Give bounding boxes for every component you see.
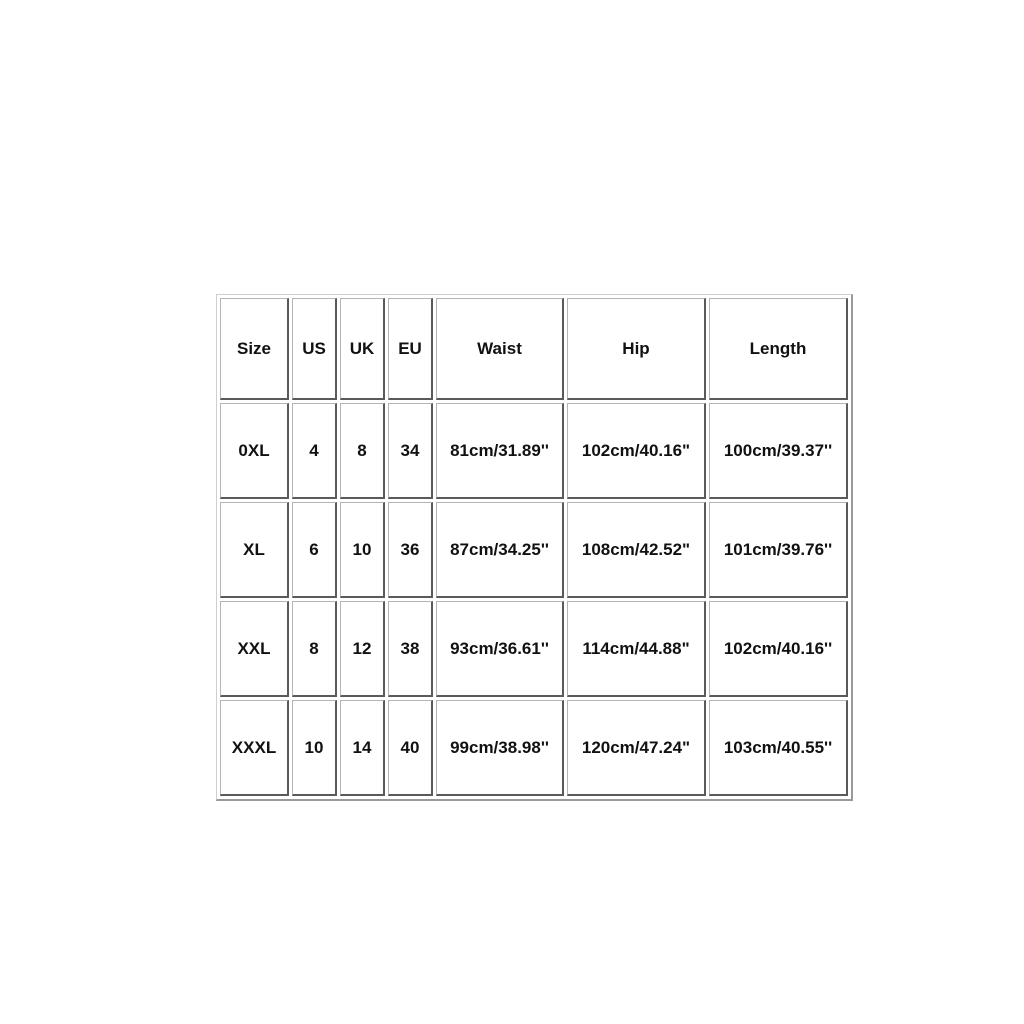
cell-us: 10 — [292, 700, 337, 796]
cell-hip: 108cm/42.52" — [567, 502, 706, 598]
cell-size: XL — [220, 502, 289, 598]
cell-length: 103cm/40.55'' — [709, 700, 848, 796]
size-chart — [216, 294, 853, 801]
cell-size: XXXL — [220, 700, 289, 796]
table-row — [220, 601, 848, 697]
cell-size: 0XL — [220, 403, 289, 499]
cell-eu: 36 — [388, 502, 433, 598]
table-row — [220, 403, 848, 499]
header-waist: Waist — [436, 298, 564, 400]
cell-size: XXL — [220, 601, 289, 697]
header-eu: EU — [388, 298, 433, 400]
header-length: Length — [709, 298, 848, 400]
size-chart-table — [217, 295, 851, 799]
cell-us: 4 — [292, 403, 337, 499]
header-hip: Hip — [567, 298, 706, 400]
cell-waist: 81cm/31.89'' — [436, 403, 564, 499]
cell-length: 101cm/39.76'' — [709, 502, 848, 598]
cell-hip: 102cm/40.16" — [567, 403, 706, 499]
cell-eu: 34 — [388, 403, 433, 499]
cell-uk: 10 — [340, 502, 385, 598]
cell-eu: 38 — [388, 601, 433, 697]
header-us: US — [292, 298, 337, 400]
table-header-row — [220, 298, 848, 400]
cell-uk: 14 — [340, 700, 385, 796]
cell-waist: 93cm/36.61'' — [436, 601, 564, 697]
table-row — [220, 502, 848, 598]
cell-us: 8 — [292, 601, 337, 697]
cell-hip: 120cm/47.24" — [567, 700, 706, 796]
cell-length: 100cm/39.37'' — [709, 403, 848, 499]
table-row — [220, 700, 848, 796]
cell-waist: 99cm/38.98'' — [436, 700, 564, 796]
cell-uk: 12 — [340, 601, 385, 697]
cell-eu: 40 — [388, 700, 433, 796]
cell-length: 102cm/40.16'' — [709, 601, 848, 697]
cell-waist: 87cm/34.25'' — [436, 502, 564, 598]
header-size: Size — [220, 298, 289, 400]
cell-uk: 8 — [340, 403, 385, 499]
header-uk: UK — [340, 298, 385, 400]
cell-hip: 114cm/44.88" — [567, 601, 706, 697]
cell-us: 6 — [292, 502, 337, 598]
